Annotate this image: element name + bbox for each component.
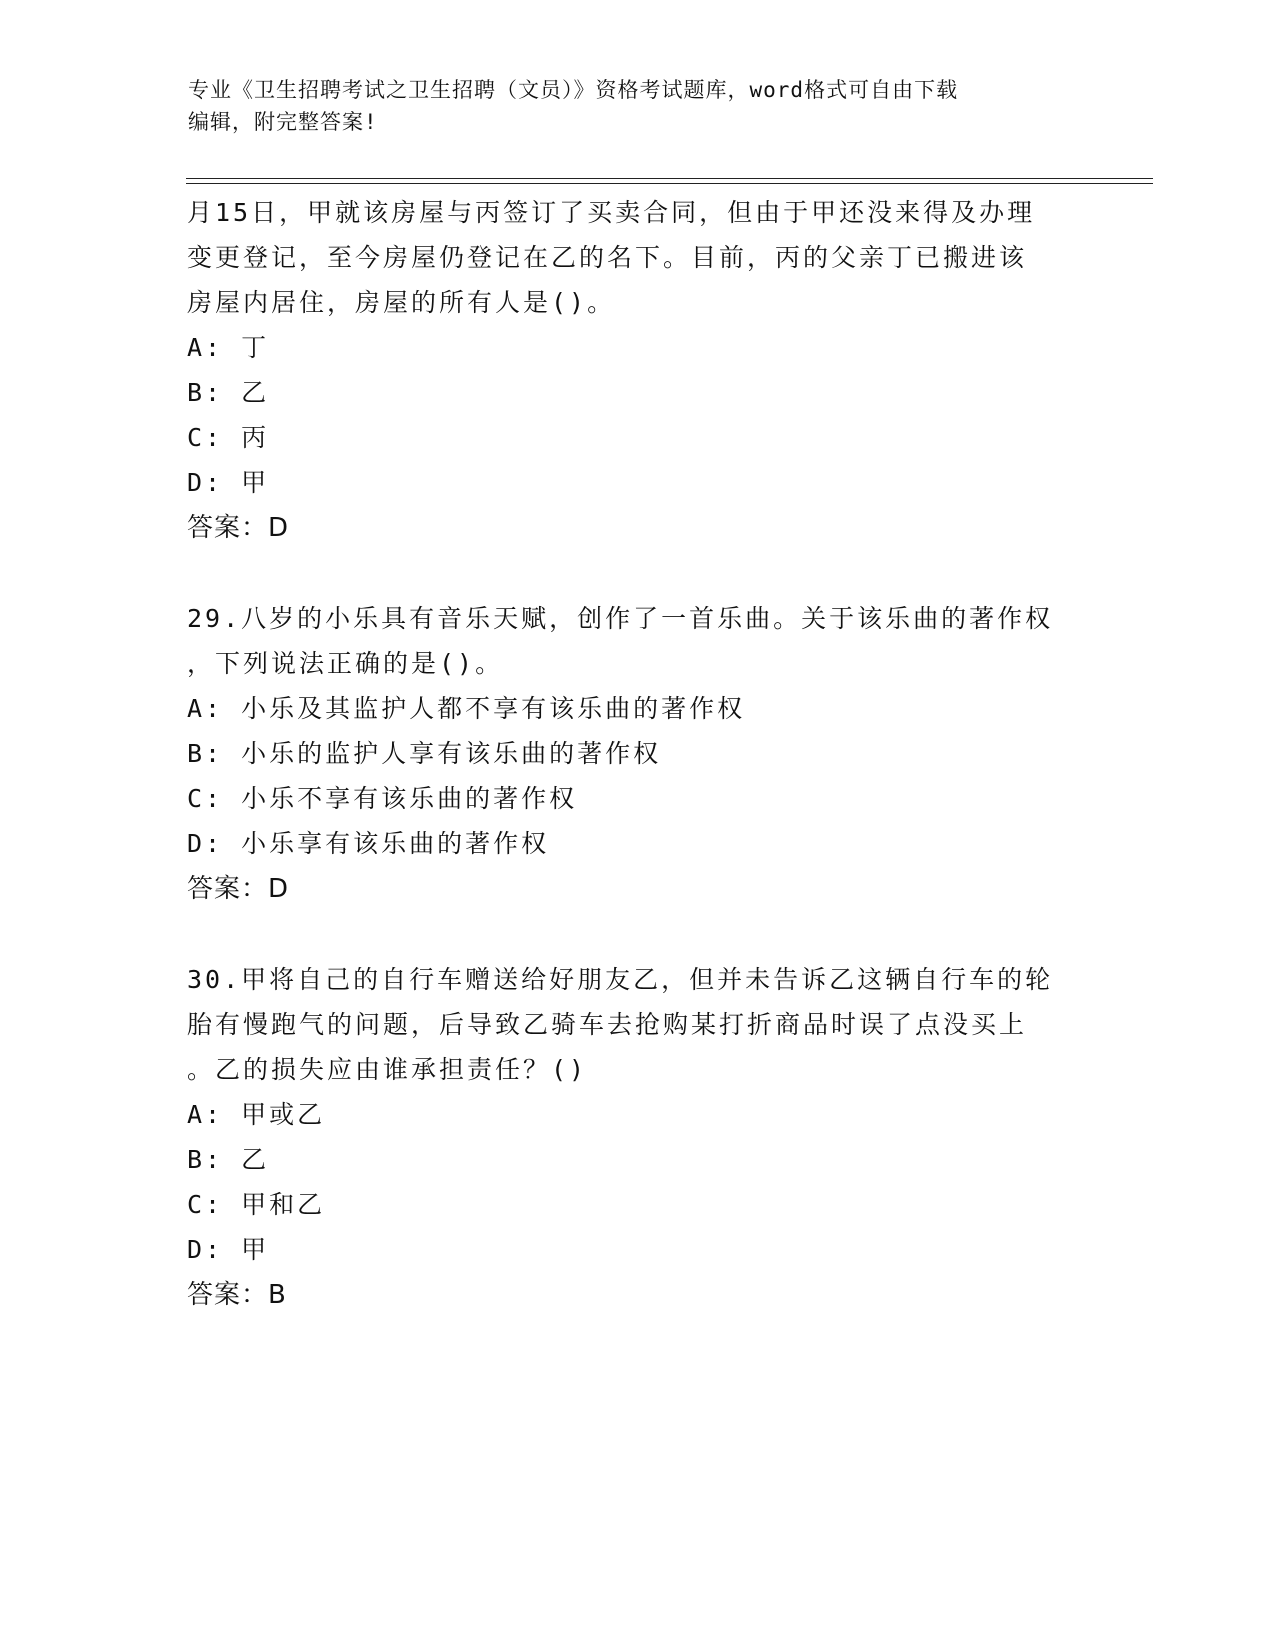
option-c: C: 甲和乙 bbox=[187, 1190, 326, 1219]
question-text-line: 胎有慢跑气的问题，后导致乙骑车去抢购某打折商品时误了点没买上 bbox=[187, 1010, 1028, 1039]
option-c: C: 小乐不享有该乐曲的著作权 bbox=[187, 784, 578, 813]
document-header bbox=[188, 74, 1068, 138]
question-29 bbox=[187, 596, 1087, 912]
spacer bbox=[187, 551, 1087, 596]
option-d: D: 甲 bbox=[187, 1235, 270, 1264]
header-line-1: 专业《卫生招聘考试之卫生招聘（文员）》资格考试题库，word格式可自由下载 bbox=[188, 78, 959, 102]
document-body bbox=[187, 190, 1087, 1318]
question-text-line: 。乙的损失应由谁承担责任？() bbox=[187, 1055, 588, 1084]
question-text-line: 29.八岁的小乐具有音乐天赋，创作了一首乐曲。关于该乐曲的著作权 bbox=[187, 604, 1054, 633]
question-text-line: ，下列说法正确的是()。 bbox=[187, 649, 504, 678]
header-line-2: 编辑，附完整答案! bbox=[188, 110, 378, 134]
option-d: D: 甲 bbox=[187, 468, 270, 497]
answer: 答案：B bbox=[187, 1280, 287, 1310]
option-d: D: 小乐享有该乐曲的著作权 bbox=[187, 829, 550, 858]
option-a: A: 丁 bbox=[187, 333, 270, 362]
header-divider-bottom bbox=[186, 183, 1153, 184]
question-text-line: 月15日，甲就该房屋与丙签订了买卖合同，但由于甲还没来得及办理 bbox=[187, 198, 1036, 227]
option-b: B: 小乐的监护人享有该乐曲的著作权 bbox=[187, 739, 662, 768]
option-a: A: 小乐及其监护人都不享有该乐曲的著作权 bbox=[187, 694, 746, 723]
option-b: B: 乙 bbox=[187, 1145, 270, 1174]
answer: 答案：D bbox=[187, 513, 290, 543]
option-a: A: 甲或乙 bbox=[187, 1100, 326, 1129]
header-divider-top bbox=[186, 178, 1153, 179]
option-c: C: 丙 bbox=[187, 423, 270, 452]
question-30 bbox=[187, 957, 1087, 1318]
question-28 bbox=[187, 190, 1087, 551]
answer: 答案：D bbox=[187, 874, 290, 904]
option-b: B: 乙 bbox=[187, 378, 270, 407]
question-text-line: 变更登记，至今房屋仍登记在乙的名下。目前，丙的父亲丁已搬进该 bbox=[187, 243, 1028, 272]
question-text-line: 房屋内居住，房屋的所有人是()。 bbox=[187, 288, 616, 317]
question-text-line: 30.甲将自己的自行车赠送给好朋友乙，但并未告诉乙这辆自行车的轮 bbox=[187, 965, 1054, 994]
spacer bbox=[187, 912, 1087, 957]
